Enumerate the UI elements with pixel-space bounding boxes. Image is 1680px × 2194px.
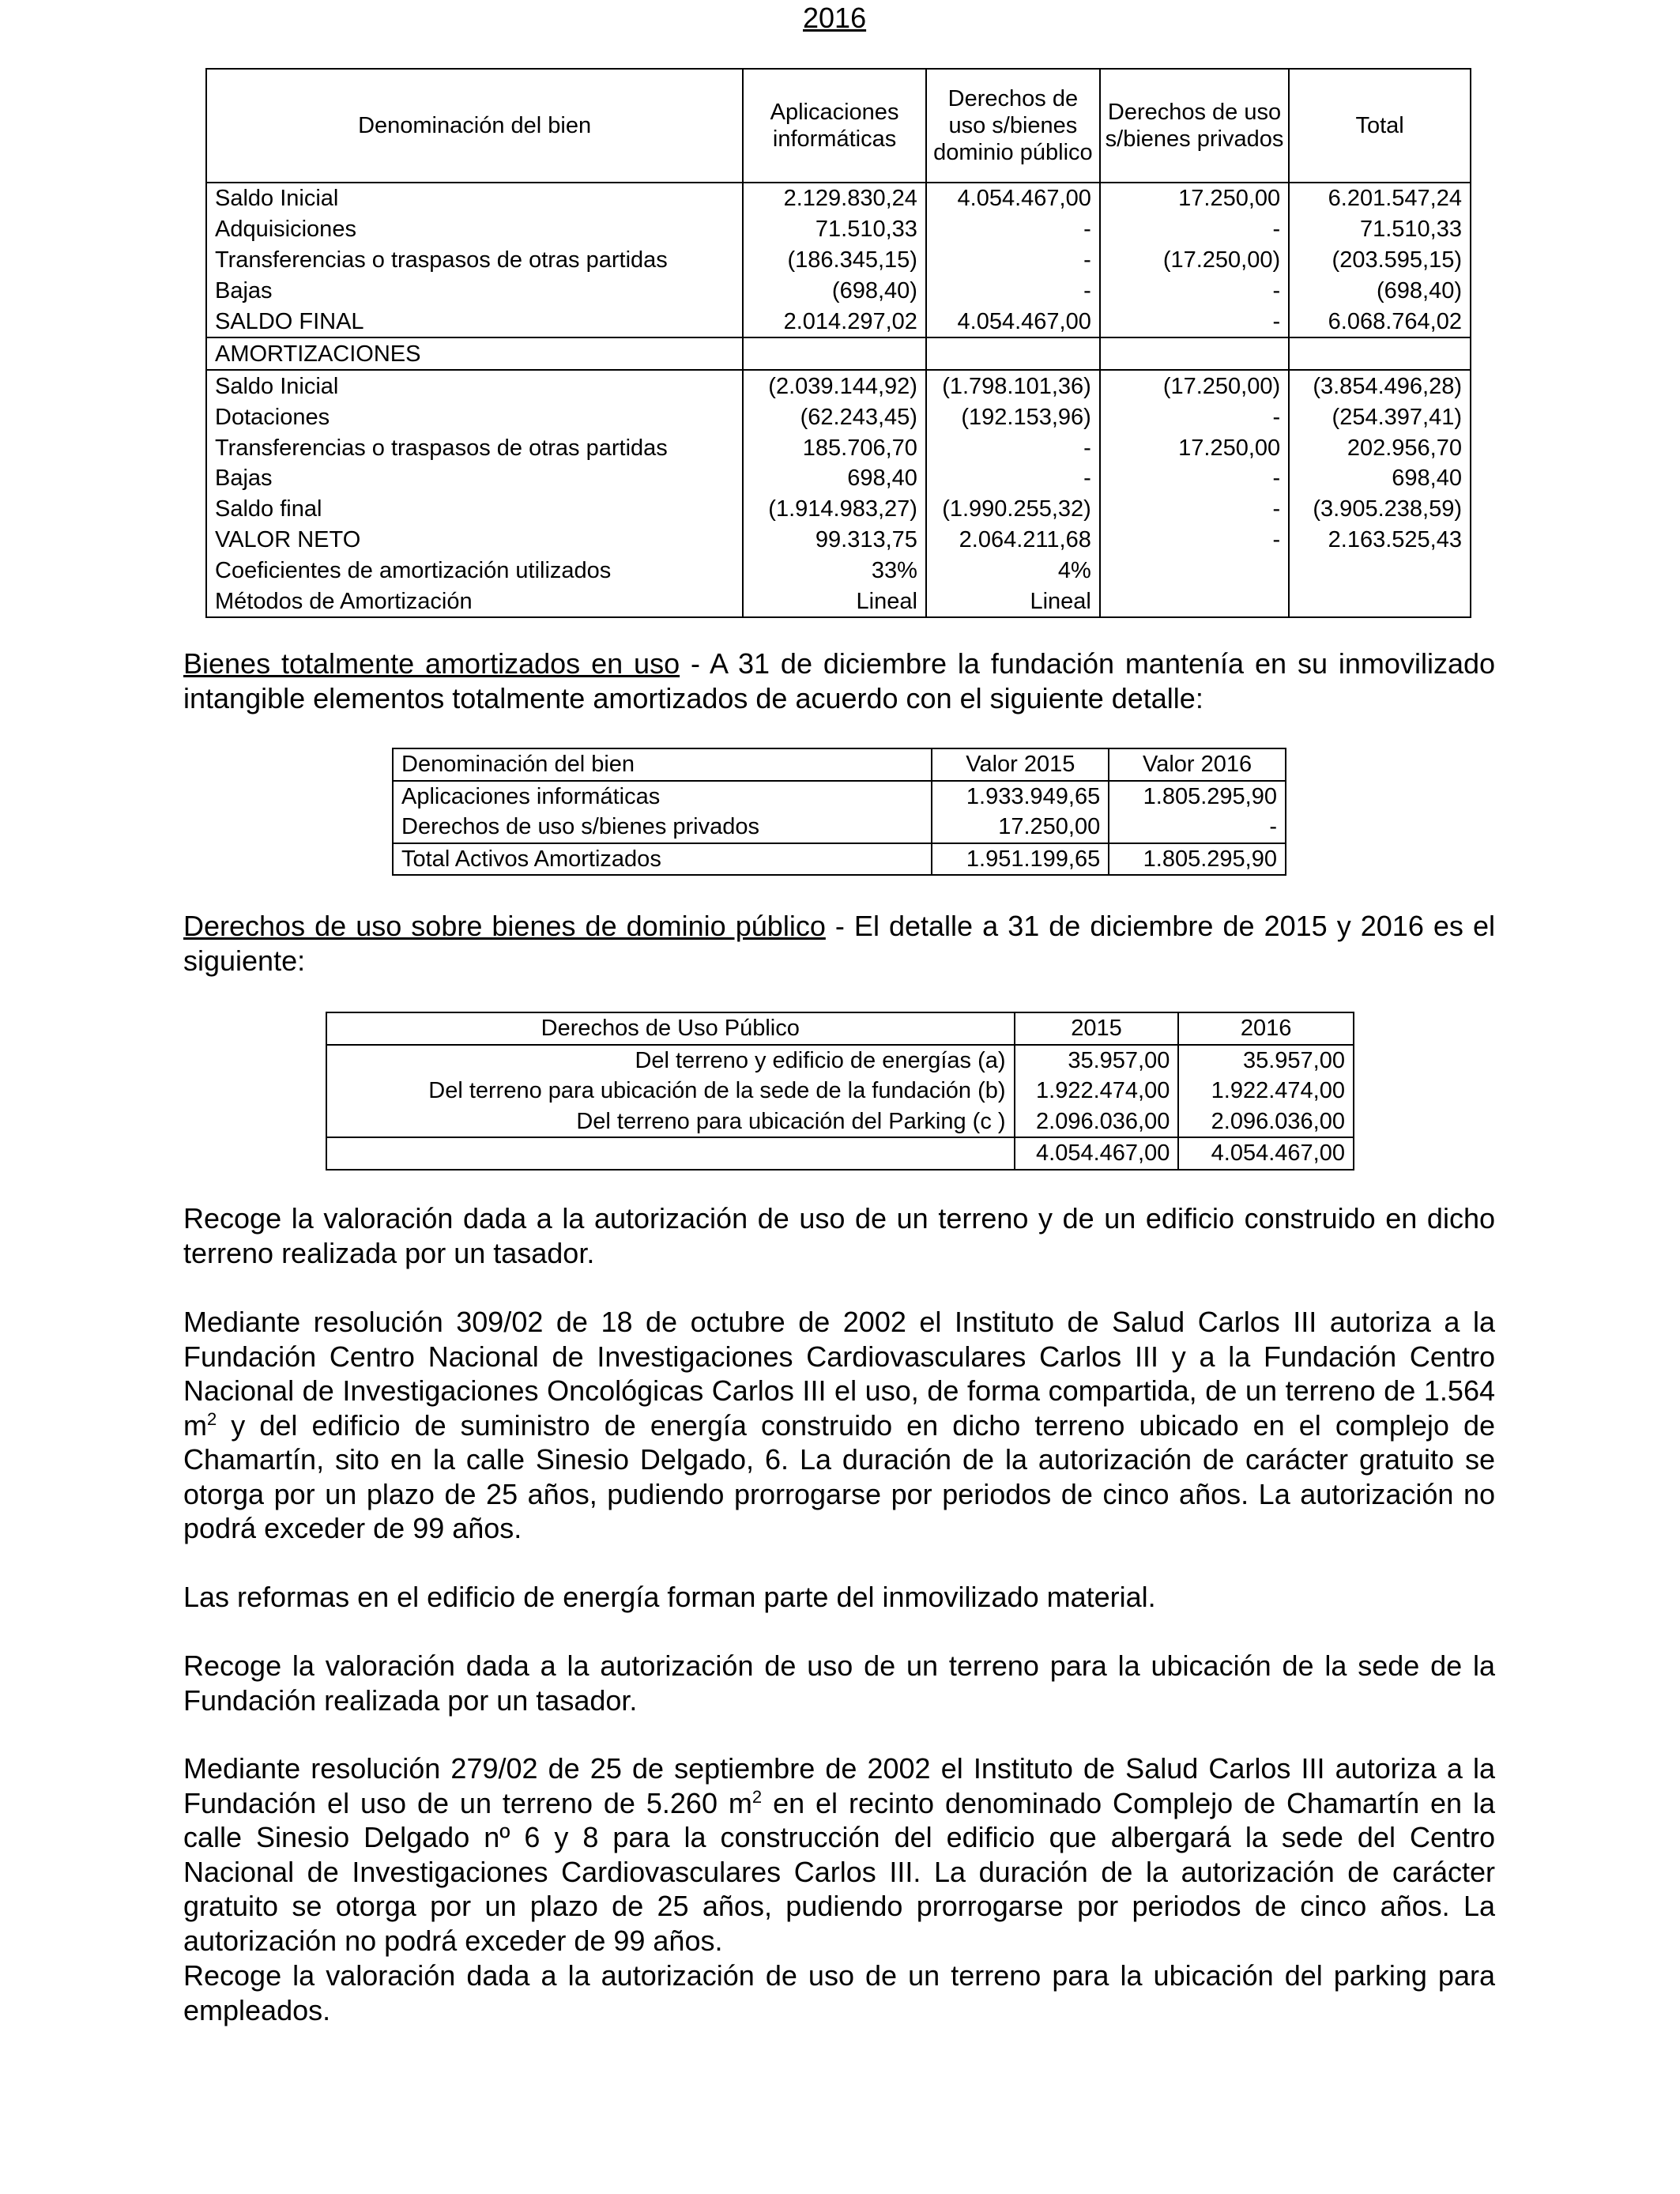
table-row — [206, 586, 1471, 618]
paragraph-text: - A 31 de diciembre la fundación mantenía en su inmovilizado intangible elementos totalmente amortizados de acuerdo con el siguiente detalle: — [183, 647, 1496, 714]
table-cell: 698,40 — [743, 463, 926, 494]
table-row — [326, 1106, 1354, 1138]
table-row — [206, 307, 1471, 338]
table-cell: - — [926, 245, 1100, 276]
table-row — [393, 843, 1286, 876]
table-cell: (2.039.144,92) — [743, 370, 926, 401]
body-paragraph — [183, 1751, 1495, 1958]
table-row — [326, 1076, 1354, 1106]
table-cell: (254.397,41) — [1289, 401, 1471, 432]
table-cell: 698,40 — [1289, 463, 1471, 494]
body-paragraph: Recoge la valoración dada a la autorización de uso de un terreno para la ubicación de la sede de la Fundación realizada por un tasador. — [183, 1649, 1495, 1717]
table-cell: - — [1100, 276, 1289, 307]
table-header-row — [206, 69, 1471, 183]
table-cell: 1.933.949,65 — [932, 781, 1109, 812]
table-cell: (17.250,00) — [1100, 370, 1289, 401]
table-row — [206, 432, 1471, 463]
table-cell: 2.096.036,00 — [1178, 1106, 1354, 1138]
table-row — [206, 183, 1471, 214]
table-total-row — [326, 1137, 1354, 1170]
superscript: 2 — [751, 1786, 763, 1807]
year-heading: 2016 — [803, 2, 867, 34]
column-header: Denominación del bien — [206, 69, 743, 183]
table-cell — [1289, 556, 1471, 586]
table-row — [326, 1045, 1354, 1076]
table-cell — [1100, 586, 1289, 618]
table-cell: 17.250,00 — [1100, 432, 1289, 463]
table-cell: - — [926, 463, 1100, 494]
row-label: Dotaciones — [206, 401, 743, 432]
table-header-row — [393, 748, 1286, 781]
table-cell: Total Activos Amortizados — [393, 843, 932, 876]
body-paragraph: Las reformas en el edificio de energía forman parte del inmovilizado material. — [183, 1581, 1156, 1613]
column-header: 2015 — [1015, 1012, 1179, 1045]
column-header: Denominación del bien — [393, 748, 932, 781]
paragraph-text: - El detalle a 31 de diciembre de 2015 y 2016 es el siguiente: — [183, 910, 1495, 977]
public-domain-paragraph — [183, 909, 1495, 978]
row-label: Saldo Inicial — [206, 183, 743, 214]
table-cell: 6.068.764,02 — [1289, 307, 1471, 338]
table-row — [206, 401, 1471, 432]
public-use-rights-table — [326, 1012, 1354, 1171]
table-header-row — [326, 1012, 1354, 1045]
table-cell: 35.957,00 — [1015, 1045, 1179, 1076]
table-cell: 71.510,33 — [1289, 214, 1471, 245]
table-row — [206, 525, 1471, 556]
table-cell: 35.957,00 — [1178, 1045, 1354, 1076]
table-cell: 71.510,33 — [743, 214, 926, 245]
table-cell: 4.054.467,00 — [1015, 1137, 1179, 1170]
table-cell: Del terreno y edificio de energías (a) — [326, 1045, 1015, 1076]
table-cell: - — [1109, 812, 1286, 843]
fully-amortized-paragraph — [183, 647, 1495, 715]
table-row — [206, 494, 1471, 525]
paragraph-text: en el recinto denominado Complejo de Chamartín en la calle Sinesio Delgado nº 6 y 8 para la construcción del edificio que albergará la sede del Centro Nacional de Investigaciones Cardiovasculares Carlos III. La duración de la autorización de carácter gratuito se otorga por un plazo de 25 años, pudiendo prorrogarse por periodos de cinco años. La autorización no podrá exceder de 99 años. — [183, 1786, 1496, 1957]
table-cell: 99.313,75 — [743, 525, 926, 556]
row-label: Adquisiciones — [206, 214, 743, 245]
table-cell: - — [1100, 494, 1289, 525]
table-cell: (1.914.983,27) — [743, 494, 926, 525]
row-label: Métodos de Amortización — [206, 586, 743, 618]
table-cell: 1.922.474,00 — [1015, 1076, 1179, 1106]
table-cell: 17.250,00 — [932, 812, 1109, 843]
table-cell: 2.129.830,24 — [743, 183, 926, 214]
table-cell: (192.153,96) — [926, 401, 1100, 432]
paragraph-text: y del edificio de suministro de energía construido en dicho terreno ubicado en el complejo de Chamartín, sito en la calle Sinesio Delgado, 6. La duración de la autorización de carácter gratuito se otorga por un plazo de 25 años, pudiendo prorrogarse por periodos de cinco años. La autorización no podrá exceder de 99 años. — [183, 1408, 1495, 1544]
row-label: Coeficientes de amortización utilizados — [206, 556, 743, 586]
table-cell: 4.054.467,00 — [1178, 1137, 1354, 1170]
table-cell: 2.014.297,02 — [743, 307, 926, 338]
table-cell: 202.956,70 — [1289, 432, 1471, 463]
body-paragraph — [183, 1305, 1495, 1546]
table-row — [393, 812, 1286, 843]
section-title: Derechos de uso sobre bienes de dominio público — [183, 910, 826, 942]
row-label: Transferencias o traspasos de otras partidas — [206, 432, 743, 463]
row-label: Bajas — [206, 276, 743, 307]
table-row — [206, 370, 1471, 401]
column-header: Total — [1289, 69, 1471, 183]
table-cell: 6.201.547,24 — [1289, 183, 1471, 214]
table-row — [206, 337, 1471, 370]
table-row — [206, 556, 1471, 586]
table-row — [206, 214, 1471, 245]
row-label: Transferencias o traspasos de otras partidas — [206, 245, 743, 276]
table-cell: - — [1100, 463, 1289, 494]
table-row — [206, 463, 1471, 494]
table-cell: 4.054.467,00 — [926, 183, 1100, 214]
row-label: Bajas — [206, 463, 743, 494]
table-cell: - — [1100, 307, 1289, 338]
row-label: SALDO FINAL — [206, 307, 743, 338]
table-cell: 1.922.474,00 — [1178, 1076, 1354, 1106]
column-header: Derechos de uso s/bienes dominio público — [926, 69, 1100, 183]
table-cell: (698,40) — [1289, 276, 1471, 307]
table-row — [206, 245, 1471, 276]
row-label: Saldo final — [206, 494, 743, 525]
table-cell: (17.250,00) — [1100, 245, 1289, 276]
table-cell: (186.345,15) — [743, 245, 926, 276]
table-cell: 1.805.295,90 — [1109, 843, 1286, 876]
table-cell: 4% — [926, 556, 1100, 586]
table-cell: Lineal — [743, 586, 926, 618]
table-cell: (3.854.496,28) — [1289, 370, 1471, 401]
table-cell: Derechos de uso s/bienes privados — [393, 812, 932, 843]
column-header: Derechos de Uso Público — [326, 1012, 1015, 1045]
table-cell: (1.990.255,32) — [926, 494, 1100, 525]
table-cell: - — [1100, 214, 1289, 245]
table-cell: 1.951.199,65 — [932, 843, 1109, 876]
table-cell: - — [926, 432, 1100, 463]
table-cell: - — [926, 276, 1100, 307]
table-cell: 4.054.467,00 — [926, 307, 1100, 338]
column-header: Valor 2016 — [1109, 748, 1286, 781]
table-cell: 2.163.525,43 — [1289, 525, 1471, 556]
table-cell: 17.250,00 — [1100, 183, 1289, 214]
table-cell: (62.243,45) — [743, 401, 926, 432]
table-cell — [1289, 337, 1471, 370]
table-row — [206, 276, 1471, 307]
table-cell: Del terreno para ubicación del Parking (c ) — [326, 1106, 1015, 1138]
table-cell — [1100, 337, 1289, 370]
table-cell: Lineal — [926, 586, 1100, 618]
column-header: Valor 2015 — [932, 748, 1109, 781]
row-label: AMORTIZACIONES — [206, 337, 743, 370]
table-cell — [926, 337, 1100, 370]
table-cell — [1100, 556, 1289, 586]
column-header: 2016 — [1178, 1012, 1354, 1045]
table-cell: 1.805.295,90 — [1109, 781, 1286, 812]
table-cell: (1.798.101,36) — [926, 370, 1100, 401]
section-title: Bienes totalmente amortizados en uso — [183, 647, 680, 680]
paragraph-text: Mediante resolución 309/02 de 18 de octubre de 2002 el Instituto de Salud Carlos III autoriza a la Fundación Centro Nacional de Investigaciones Cardiovasculares Carlos III y a la Fundación Centro Nacional de Investigaciones Oncológicas Carlos III el uso, de forma compartida, de un terreno de 1.564 m — [183, 1306, 1495, 1442]
superscript: 2 — [207, 1408, 217, 1429]
row-label: Saldo Inicial — [206, 370, 743, 401]
intangible-assets-table — [205, 68, 1471, 618]
table-cell: - — [1100, 525, 1289, 556]
table-cell — [326, 1137, 1015, 1170]
table-cell: 185.706,70 — [743, 432, 926, 463]
table-cell: 2.064.211,68 — [926, 525, 1100, 556]
column-header: Aplicaciones informáticas — [743, 69, 926, 183]
table-cell: (203.595,15) — [1289, 245, 1471, 276]
table-cell: - — [926, 214, 1100, 245]
table-cell: (698,40) — [743, 276, 926, 307]
body-paragraph: Recoge la valoración dada a la autorización de uso de un terreno para la ubicación del parking para empleados. — [183, 1959, 1495, 2026]
table-cell — [1289, 586, 1471, 618]
body-paragraph: Recoge la valoración dada a la autorización de uso de un terreno y de un edificio construido en dicho terreno realizada por un tasador. — [183, 1202, 1495, 1269]
table-cell: - — [1100, 401, 1289, 432]
table-cell: 2.096.036,00 — [1015, 1106, 1179, 1138]
row-label: VALOR NETO — [206, 525, 743, 556]
table-row — [393, 781, 1286, 812]
column-header: Derechos de uso s/bienes privados — [1100, 69, 1289, 183]
fully-amortized-table — [392, 748, 1286, 876]
paragraph-text: Mediante resolución 279/02 de 25 de septiembre de 2002 el Instituto de Salud Carlos III autoriza a la Fundación el uso de un terreno de 5.260 m — [183, 1752, 1495, 1819]
table-cell: (3.905.238,59) — [1289, 494, 1471, 525]
table-cell: 33% — [743, 556, 926, 586]
table-cell — [743, 337, 926, 370]
table-cell: Aplicaciones informáticas — [393, 781, 932, 812]
table-cell: Del terreno para ubicación de la sede de la fundación (b) — [326, 1076, 1015, 1106]
